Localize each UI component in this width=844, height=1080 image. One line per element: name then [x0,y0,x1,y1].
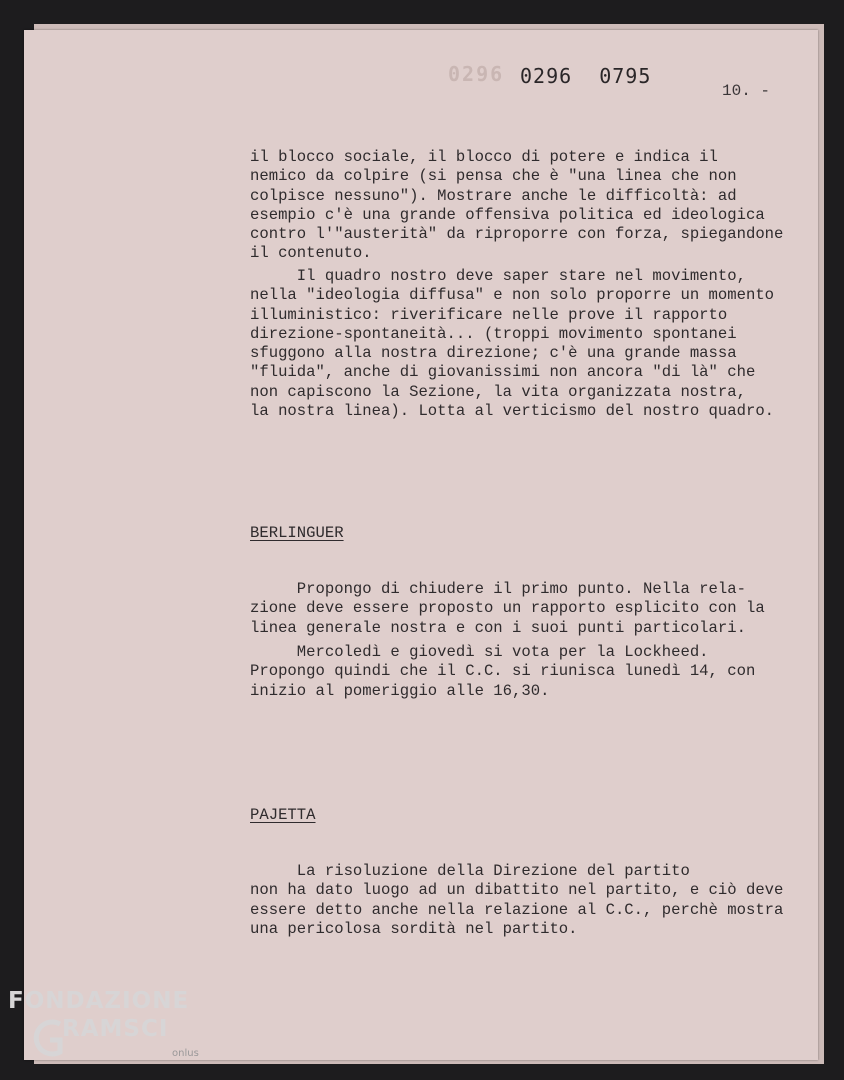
paragraph-5: La risoluzione della Direzione del partito non ha dato luogo ad un dibattito nel partito, e ciò deve essere detto anche nella relazione al C.C., perchè mostra una pericolosa sordità nel partito. [250,862,784,938]
ghost-stamp: 0296 [448,62,505,86]
logo-g-mark-icon [30,1014,66,1062]
logo-line-2: RAMSCI [62,1016,169,1042]
logo-subtitle: onlus [172,1048,199,1059]
fondazione-gramsci-logo [8,988,208,1068]
paragraph-4: Mercoledì e giovedì si vota per la Lockheed. Propongo quindi che il C.C. si riunisca lunedì 14, con inizio al pomeriggio alle 16,30. [250,643,756,700]
paragraph-3: Propongo di chiudere il primo punto. Nella rela- zione deve essere proposto un rapporto esplicito con la linea generale nostra e con i suoi punti particolari. [250,580,765,637]
speaker-heading-pajetta: PAJETTA [250,806,316,824]
paragraph-2: Il quadro nostro deve saper stare nel movimento, nella "ideologia diffusa" e non solo proporre un momento illuministico: riverificare nelle prove il rapporto direzione-spontaneità... (troppi movimento spontanei sfuggono alla nostra direzione; c'è una grande massa "fluida", anche di giovanissimi non ancora "di là" che non capiscono la Sezione, la vita organizzata nostra, la nostra linea). Lotta al verticismo del nostro quadro. [250,267,775,421]
logo-line-1: FONDAZIONE [8,988,190,1014]
speaker-heading-berlinguer: BERLINGUER [250,524,344,542]
paragraph-1: il blocco sociale, il blocco di potere e indica il nemico da colpire (si pensa che è "una linea che non colpisce nessuno"). Mostrare anche le difficoltà: ad esempio c'è una grande offensiva politica ed ideologica contro l'"austerità" da riproporre con forza, spiegandone il contenuto. [250,148,784,263]
archive-stamp-number: 0296 0795 [520,64,652,88]
page-number: 10. - [722,82,771,100]
